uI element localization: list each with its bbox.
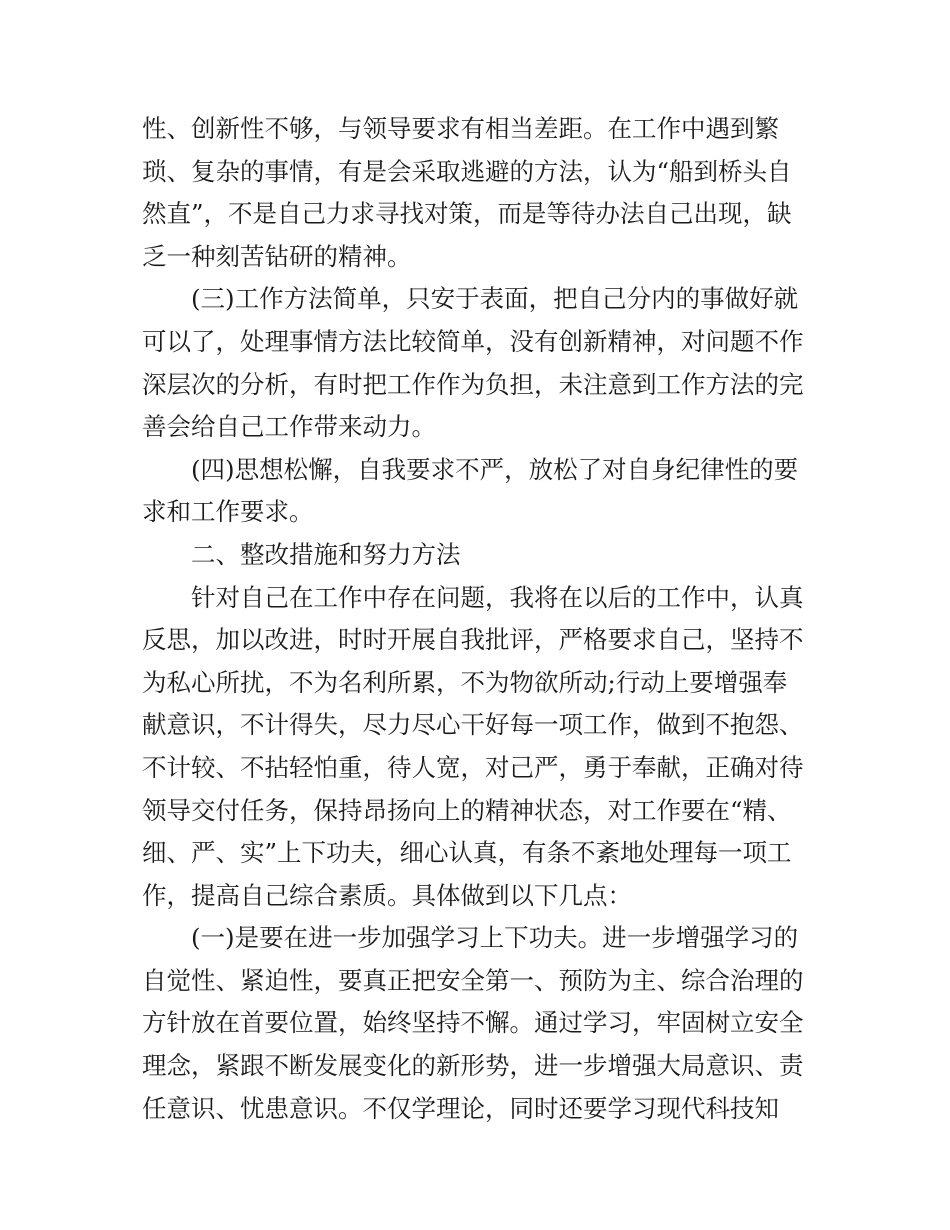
text-line: 献意识，不计得失，尽力尽心干好每一项工作，做到不抱怨、 [142, 710, 804, 740]
text-line: 方针放在首要位置，始终坚持不懈。通过学习，牢固树立安全 [142, 1008, 804, 1038]
text-line: 任意识、忧患意识。不仅学理论，同时还要学习现代科技知 [142, 1093, 779, 1123]
text-line: 不计较、不拈轻怕重，待人宽，对己严，勇于奉献，正确对待 [142, 752, 804, 782]
text-line: 自觉性、紧迫性，要真正把安全第一、预防为主、综合治理的 [142, 965, 804, 995]
text-line: 求和工作要求。 [142, 497, 314, 527]
text-line: 善会给自己工作带来动力。 [142, 412, 436, 442]
text-line: 然直”，不是自己力求寻找对策，而是等待办法自己出现，缺 [142, 199, 792, 229]
text-line: 领导交付任务，保持昂扬向上的精神状态，对工作要在“精、 [142, 795, 792, 825]
text-line: (一)是要在进一步加强学习上下功夫。进一步增强学习的 [191, 923, 799, 953]
text-line: 琐、复杂的事情，有是会采取逃避的方法，认为“船到桥头自 [142, 156, 792, 186]
text-line: 可以了，处理事情方法比较简单，没有创新精神，对问题不作 [142, 326, 804, 356]
text-line: 为私心所扰，不为名利所累，不为物欲所动;行动上要增强奉 [142, 667, 788, 697]
text-line: (四)思想松懈，自我要求不严，放松了对自身纪律性的要 [191, 454, 799, 484]
text-line: 性、创新性不够，与领导要求有相当差距。在工作中遇到繁 [142, 114, 779, 143]
text-line: 细、严、实”上下功夫，细心认真，有条不紊地处理每一项工 [142, 838, 792, 868]
document-body [142, 108, 822, 1130]
text-line: 深层次的分析，有时把工作作为负担，未注意到工作方法的完 [142, 369, 804, 399]
text-line: 针对自己在工作中存在问题，我将在以后的工作中，认真 [191, 582, 804, 612]
text-line: 作，提高自己综合素质。具体做到以下几点： [142, 880, 632, 910]
text-line: 二、整改措施和努力方法 [191, 539, 461, 569]
text-line: 反思，加以改进，时时开展自我批评，严格要求自己，坚持不 [142, 625, 804, 655]
text-line: 乏一种刻苦钻研的精神。 [142, 241, 412, 271]
text-line: (三)工作方法简单，只安于表面，把自己分内的事做好就 [191, 284, 799, 314]
text-line: 理念，紧跟不断发展变化的新形势，进一步增强大局意识、责 [142, 1051, 804, 1081]
